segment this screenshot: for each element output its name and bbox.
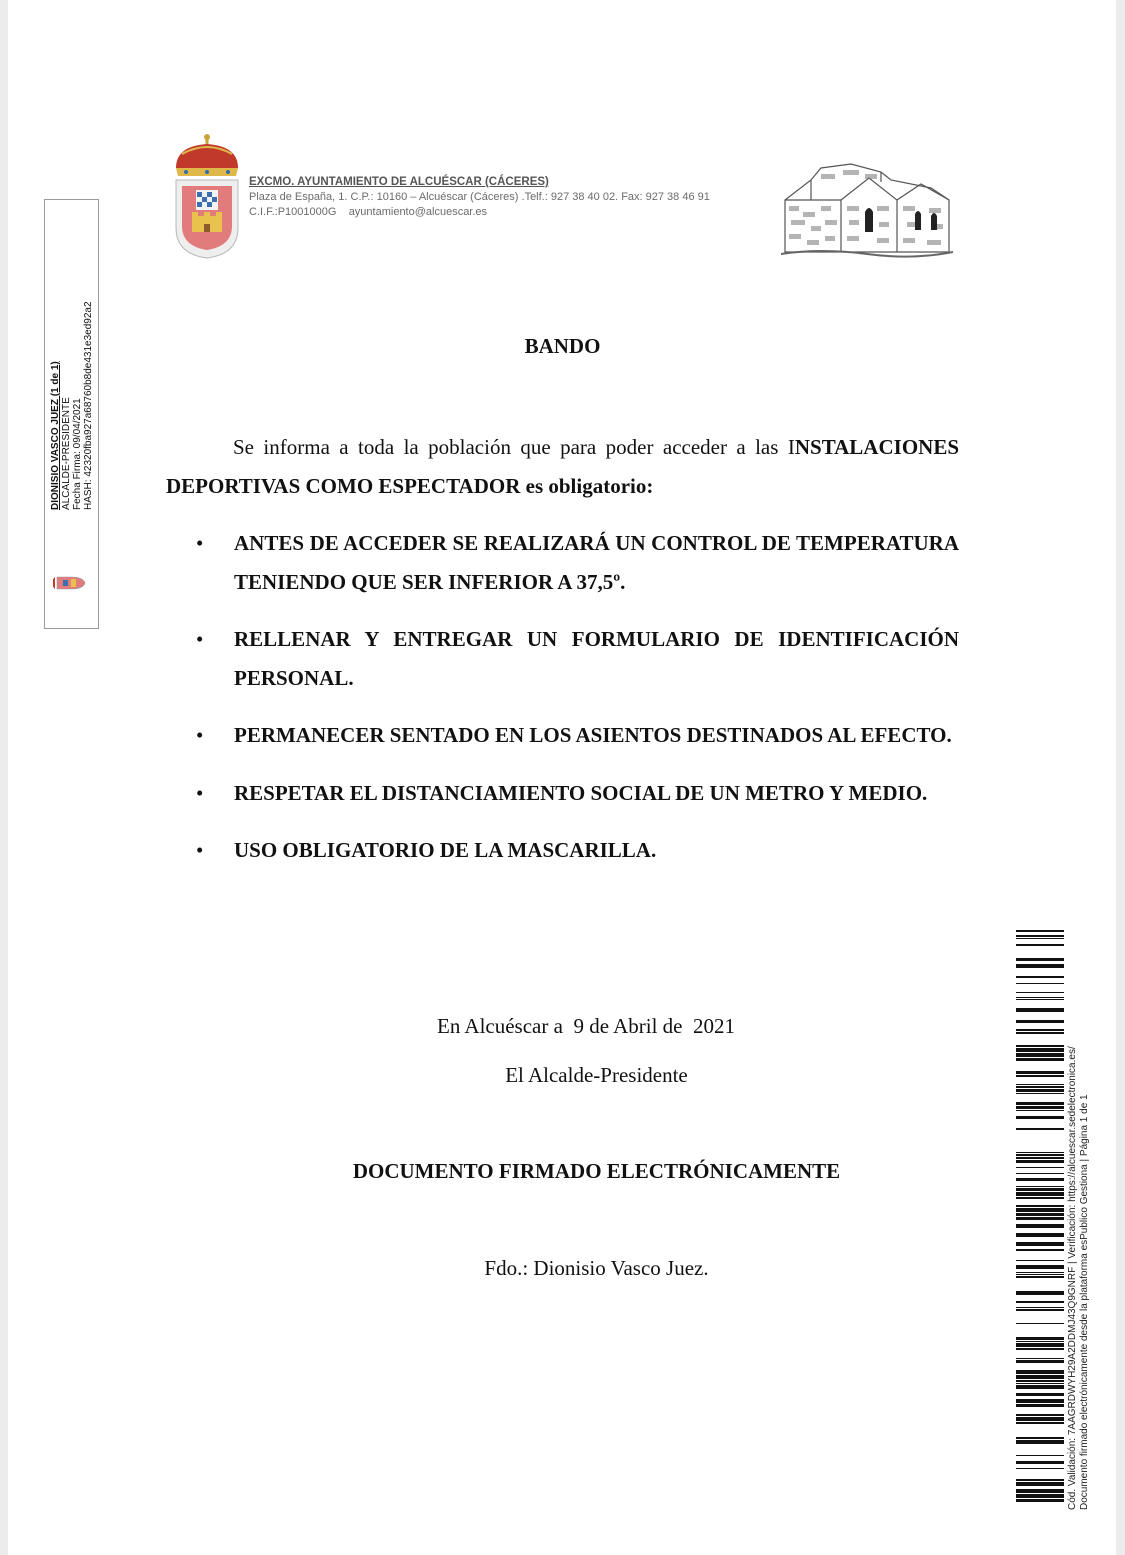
letterhead	[249, 175, 710, 220]
signature-date: Fecha Firma: 09/04/2021	[72, 398, 83, 510]
barcode-bar	[1016, 1309, 1064, 1311]
barcode-bar	[1016, 1440, 1064, 1444]
barcode-bar	[1016, 1307, 1064, 1308]
signer-name-label: DIONISIO VASCO JUEZ (1 de 1)	[50, 361, 61, 510]
barcode-bar	[1016, 964, 1064, 968]
barcode-bar	[1016, 1032, 1064, 1034]
barcode-bar	[1016, 999, 1064, 1000]
barcode-bar	[1016, 1455, 1064, 1456]
signer-name: Fdo.: Dionisio Vasco Juez.	[484, 1256, 709, 1280]
bullet-icon: •	[196, 838, 204, 862]
barcode-bar	[1016, 1205, 1064, 1207]
list-item-text: RESPETAR EL DISTANCIAMIENTO SOCIAL DE UN METRO Y MEDIO.	[234, 780, 928, 805]
barcode-bar	[1016, 1154, 1064, 1156]
barcode-bar	[1016, 1058, 1064, 1061]
list-item	[196, 774, 959, 813]
barcode-bar	[1016, 1242, 1064, 1246]
barcode-bar	[1016, 1499, 1064, 1502]
barcode-bar	[1016, 930, 1064, 932]
barcode-bar	[1016, 1071, 1064, 1074]
barcode-bar	[1016, 1360, 1064, 1363]
bullet-icon: •	[196, 723, 204, 747]
validation-info	[1067, 990, 1091, 1510]
barcode-bar	[1016, 1468, 1064, 1469]
barcode-bar	[1016, 1128, 1064, 1130]
barcode-bar	[1016, 1479, 1064, 1481]
requirements-list	[196, 524, 959, 889]
platform-note: Documento firmado electrónicamente desde la plataforma esPublico Gestiona | Página 1 de 1	[1079, 1094, 1090, 1510]
barcode-bar	[1016, 1048, 1064, 1052]
organization-cif: C.I.F.:P1001000G	[249, 206, 337, 218]
barcode-bar	[1016, 1089, 1064, 1092]
barcode-icon	[1016, 930, 1064, 1510]
church-illustration-icon	[781, 160, 953, 258]
barcode-bar	[1016, 935, 1064, 937]
barcode-bar	[1016, 1192, 1064, 1196]
barcode-bar	[1016, 944, 1064, 946]
organization-contact	[249, 205, 710, 220]
barcode-bar	[1016, 1383, 1064, 1384]
barcode-bar	[1016, 1029, 1064, 1031]
barcode-bar	[1016, 958, 1064, 961]
barcode-bar	[1016, 1233, 1064, 1237]
barcode-bar	[1016, 1045, 1064, 1047]
barcode-bar	[1016, 1494, 1064, 1498]
barcode-bar	[1016, 1152, 1064, 1153]
barcode-bar	[1016, 1224, 1064, 1228]
organization-name: EXCMO. AYUNTAMIENTO DE ALCUÉSCAR (CÁCERES)	[249, 176, 549, 188]
signer-role-label: ALCALDE-PRESIDENTE	[61, 397, 72, 510]
list-item-text: RELLENAR Y ENTREGAR UN FORMULARIO DE IDENTIFICACIÓN PERSONAL.	[234, 627, 959, 690]
bullet-icon: •	[196, 780, 204, 805]
organization-email: ayuntamiento@alcuescar.es	[348, 206, 488, 218]
barcode-bar	[1016, 1323, 1064, 1324]
barcode-bar	[1016, 1260, 1064, 1261]
barcode-bar	[1016, 1343, 1064, 1347]
intro-text: Se informa a toda la población que para poder acceder a las I	[233, 435, 795, 459]
bullet-icon: •	[196, 627, 204, 651]
list-item-text: PERMANECER SENTADO EN LOS ASIENTOS DESTINADOS AL EFECTO.	[234, 723, 952, 747]
barcode-bar	[1016, 1188, 1064, 1191]
barcode-bar	[1016, 938, 1064, 939]
barcode-bar	[1016, 1053, 1064, 1057]
intro-ending: es obligatorio:	[520, 474, 654, 498]
barcode-bar	[1016, 1173, 1064, 1174]
validation-code: Cód. Validación: 7AAGRDWYH29A2DDMJ43Q9GNRF | Verificación: https://alcuescar.sedelectronica.es/	[1067, 1046, 1078, 1510]
barcode-bar	[1016, 992, 1064, 993]
barcode-bar	[1016, 1249, 1064, 1251]
barcode-bar	[1016, 1178, 1064, 1181]
barcode-bar	[1016, 1020, 1064, 1023]
barcode-bar	[1016, 1272, 1064, 1273]
barcode-bar	[1016, 1385, 1064, 1389]
barcode-bar	[1016, 1157, 1064, 1159]
mini-coat-of-arms-icon	[53, 572, 91, 594]
signature-hash: HASH: 42320fba927a68760b8de431e3ed92a2	[83, 301, 94, 510]
coat-of-arms-icon	[168, 132, 246, 260]
list-item-text: USO OBLIGATORIO DE LA MASCARILLA.	[234, 838, 657, 862]
barcode-bar	[1016, 976, 1064, 978]
barcode-bar	[1016, 1197, 1064, 1199]
signed-notice: DOCUMENTO FIRMADO ELECTRÓNICAMENTE	[352, 1159, 841, 1183]
barcode-bar	[1016, 1393, 1064, 1396]
barcode-bar	[1016, 1341, 1064, 1342]
barcode-bar	[1016, 1086, 1064, 1088]
list-item	[196, 716, 959, 755]
barcode-bar	[1016, 1301, 1064, 1303]
barcode-bar	[1016, 1106, 1064, 1109]
barcode-bar	[1016, 1414, 1064, 1416]
barcode-bar	[1016, 1186, 1064, 1187]
barcode-bar	[1016, 1167, 1064, 1168]
barcode-bar	[1016, 1358, 1064, 1359]
barcode-bar	[1016, 1075, 1064, 1077]
intro-emphasis: NSTALACIONES DEPORTIVAS COMO ESPECTADOR	[166, 435, 959, 498]
barcode-bar	[1016, 983, 1064, 984]
barcode-bar	[1016, 1274, 1064, 1275]
barcode-bar	[1016, 1437, 1064, 1439]
barcode-bar	[1016, 997, 1064, 998]
barcode-bar	[1016, 1482, 1064, 1486]
barcode-bar	[1016, 1489, 1064, 1493]
barcode-bar	[1016, 1375, 1064, 1379]
barcode-bar	[1016, 1404, 1064, 1407]
signature-info	[50, 210, 94, 510]
barcode-bar	[1016, 1102, 1064, 1105]
barcode-bar	[1016, 1217, 1064, 1220]
list-item	[196, 524, 959, 601]
barcode-bar	[1016, 1110, 1064, 1111]
signer-role: El Alcalde-Presidente	[505, 1063, 688, 1087]
barcode-bar	[1016, 1370, 1064, 1374]
barcode-bar	[1016, 1417, 1064, 1421]
list-item-text: ANTES DE ACCEDER SE REALIZARÁ UN CONTROL DE TEMPERATURA TENIENDO QUE SER INFERIOR A 37,5º.	[234, 531, 959, 594]
barcode-bar	[1016, 1008, 1064, 1012]
list-item	[196, 620, 959, 697]
barcode-bar	[1016, 1461, 1064, 1464]
intro-paragraph	[166, 428, 959, 506]
barcode-bar	[1016, 1291, 1064, 1295]
barcode-bar	[1016, 1213, 1064, 1216]
place-and-date: En Alcuéscar a 9 de Abril de 2021	[437, 1014, 735, 1038]
barcode-bar	[1016, 1084, 1064, 1085]
list-item	[196, 831, 959, 870]
bullet-icon: •	[196, 531, 204, 555]
barcode-bar	[1016, 1208, 1064, 1212]
document-title: BANDO	[524, 334, 601, 358]
barcode-bar	[1016, 1160, 1064, 1163]
barcode-bar	[1016, 1276, 1064, 1278]
electronic-signature-box	[44, 199, 99, 629]
barcode-bar	[1016, 1116, 1064, 1119]
barcode-bar	[1016, 1380, 1064, 1382]
barcode-bar	[1016, 1422, 1064, 1424]
barcode-bar	[1016, 1399, 1064, 1403]
barcode-bar	[1016, 1337, 1064, 1340]
barcode-bar	[1016, 1265, 1064, 1269]
organization-address: Plaza de España, 1. C.P.: 10160 – Alcuéscar (Cáceres) .Telf.: 927 38 40 02. Fax: 927 38 46 91	[249, 191, 710, 203]
barcode-bar	[1016, 1348, 1064, 1350]
barcode-bar	[1016, 1093, 1064, 1094]
